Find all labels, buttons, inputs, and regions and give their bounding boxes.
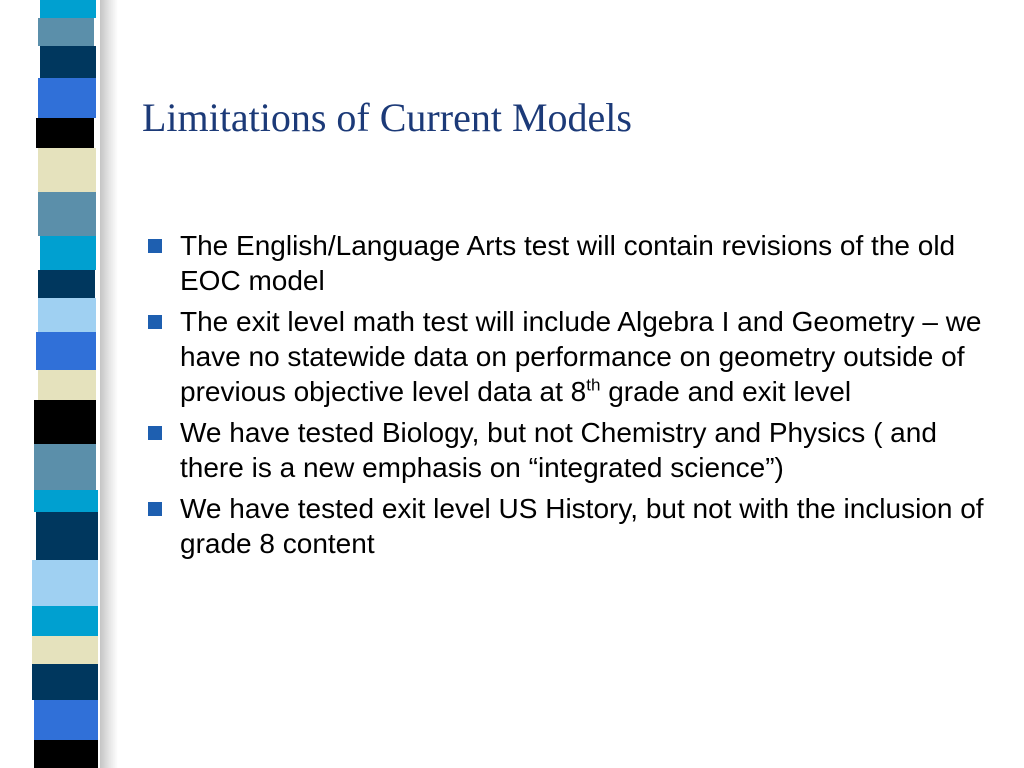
square-bullet-icon (148, 426, 162, 440)
stripe-block (40, 0, 96, 18)
decorative-stripe (0, 0, 118, 768)
slide-title: Limitations of Current Models (142, 95, 632, 140)
stripe-block (38, 298, 96, 332)
stripe-block (38, 78, 96, 118)
bullet-text: We have tested exit level US History, but not with the inclusion of grade 8 content (180, 493, 984, 559)
ordinal-suffix: th (586, 375, 601, 395)
stripe-block (38, 148, 96, 192)
stripe-block (32, 560, 98, 606)
stripe-block (36, 512, 98, 560)
stripe-block (34, 444, 96, 490)
stripe-block (34, 400, 96, 444)
stripe-block (36, 332, 96, 370)
stripe-block (32, 636, 98, 664)
bullet-item (146, 228, 1006, 298)
bullet-item (146, 491, 1006, 561)
stripe-block (38, 18, 94, 46)
stripe-block (32, 606, 98, 636)
square-bullet-icon (148, 239, 162, 253)
stripe-block (38, 192, 96, 236)
stripe-shadow (100, 0, 118, 768)
stripe-blocks (0, 0, 100, 768)
bullet-text: We have tested Biology, but not Chemistry and Physics ( and there is a new emphasis on “integrated science”) (180, 417, 937, 483)
square-bullet-icon (148, 315, 162, 329)
square-bullet-icon (148, 502, 162, 516)
bullet-item (146, 304, 1006, 409)
bullet-text-part: grade and exit level (600, 376, 852, 407)
bullet-text: The English/Language Arts test will contain revisions of the old EOC model (180, 230, 956, 296)
stripe-block (34, 700, 98, 740)
stripe-block (40, 236, 96, 270)
stripe-block (32, 664, 98, 700)
stripe-block (36, 118, 94, 148)
stripe-block (34, 490, 98, 512)
stripe-block (38, 270, 95, 298)
stripe-block (40, 46, 96, 78)
stripe-block (34, 740, 98, 768)
bullet-text-part: The exit level math test will include Algebra I and Geometry – we have no statewide data on performance on geometry outside of previous objective level data at 8 (180, 306, 982, 407)
bullet-list (146, 228, 1006, 567)
bullet-text (180, 306, 982, 407)
bullet-item (146, 415, 1006, 485)
stripe-block (38, 370, 96, 400)
